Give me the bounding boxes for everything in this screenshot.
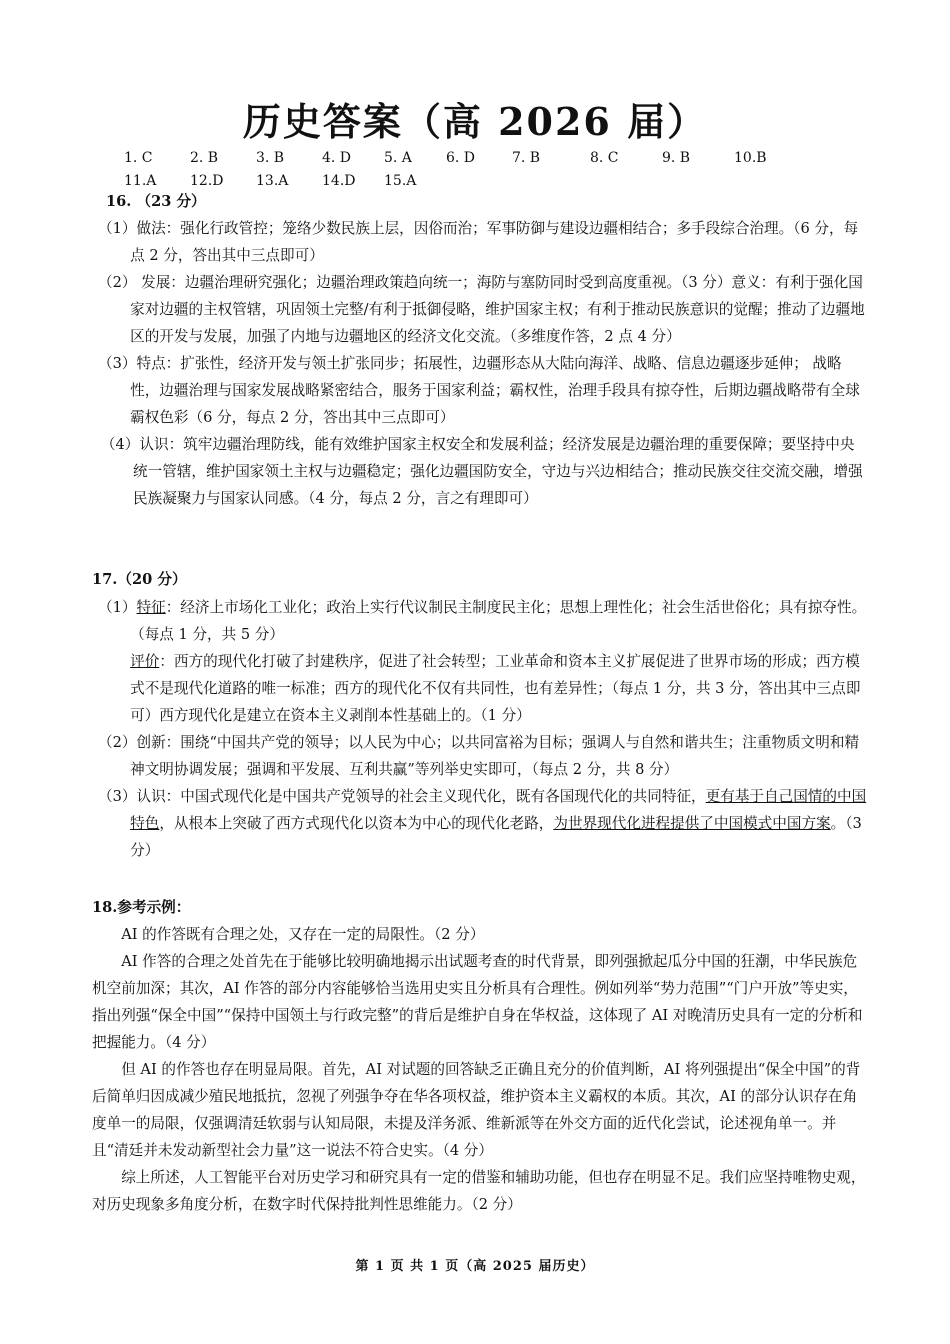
question-16-section — [96, 188, 866, 215]
q18-para2: AI 作答的合理之处首先在于能够比较明确地揭示出试题考查的时代背景，即列强掀起瓜分中国的狂潮，中华民族危机空前加深；其次，AI 作答的部分内容能够恰当选用史实且分析具有合理性。例如列举“势力范围”“门户开放”等史实，指出列强“保全中国”“保持中国领土与行政完整”的背后是维护自身在华权益，这体现了 AI 对晚清历史具有一定的分析和把握能力。（4 分） — [92, 953, 863, 1051]
q17-part3 — [98, 783, 868, 864]
q16-part3: （3）特点：扩张性，经济开发与领土扩张同步；拓展性，边疆形态从大陆向海洋、战略、信息边疆逐步延伸； 战略性，边疆治理与国家发展战略紧密结合，服务于国家利益；霸权性，治理手段具有掠夺性，后期边疆战略带有全球霸权色彩（6 分，每点 2 分，答出其中三点即可） — [98, 355, 860, 426]
mc-answer: 7. B — [512, 150, 541, 166]
mc-answers-row-1 — [124, 148, 784, 168]
q17-feature-label: 特征 — [136, 599, 166, 616]
mc-answer: 4. D — [322, 150, 352, 166]
mc-answer: 11.A — [124, 173, 157, 189]
q17-eval-label: 评价 — [130, 653, 160, 670]
q16-part2: （2） 发展：边疆治理研究强化；边疆治理政策趋向统一；海防与塞防同时受到高度重视。（3 分）意义：有利于强化国家对边疆的主权管辖，巩固领土完整/有利于抵御侵略，维护国家主权；有利于推动民族意识的觉醒；推动了边疆地区的开发与发展，加强了内地与边疆地区的经济文化交流。（多维度作答，2 点 4 分） — [98, 274, 865, 345]
q17-part3-c: ，从根本上突破了西方式现代化以资本为中心的现代化老路， — [159, 815, 554, 832]
mc-answer: 10.B — [734, 150, 767, 166]
question-18-section — [92, 894, 868, 921]
question-16-body — [98, 215, 868, 512]
q17-feature-text: ：经济上市场化工业化；政治上实行代议制民主制度民主化；思想上理性化；社会生活世俗化；具有掠夺性。（每点 1 分，共 5 分） — [130, 599, 867, 643]
mc-answer: 13.A — [256, 173, 289, 189]
question-16-heading: 16. （23 分） — [106, 193, 206, 210]
q17-part3-d: 为世界现代化进程提供了中国模式中国方案 — [553, 815, 831, 832]
mc-answer: 15.A — [384, 173, 417, 189]
q17-part1 — [98, 594, 868, 648]
mc-answer: 12.D — [190, 173, 224, 189]
question-18-heading: 18.参考示例： — [92, 899, 191, 916]
mc-answer: 14.D — [322, 173, 356, 189]
question-17-section — [92, 566, 868, 593]
q18-para3: 但 AI 的作答也存在明显局限。首先，AI 对试题的回答缺乏正确且充分的价值判断，AI 将列强提出“保全中国”的背后简单归因成减少殖民地抵抗，忽视了列强争夺在华各项权益，维护资本主义霸权的本质。其次，AI 的部分认识存在角度单一的局限，仅强调清廷软弱与认知局限，未提及洋务派、维新派等在外交方面的近代化尝试，论述视角单一。并且“清廷并未发动新型社会力量”这一说法不符合史实。（4 分） — [92, 1061, 861, 1159]
q17-part2: （2）创新：围绕“中国共产党的领导；以人民为中心；以共同富裕为目标；强调人与自然和谐共生；注重物质文明和精神文明协调发展；强调和平发展、互利共赢”等列举史实即可，（每点 2 分，共 8 分） — [98, 734, 860, 778]
q17-part3-e: 。（3 分） — [130, 815, 862, 859]
question-17-heading: 17.（20 分） — [92, 571, 187, 588]
q18-para1: AI 的作答既有合理之处，又存在一定的局限性。（2 分） — [121, 926, 485, 943]
page-footer: 第 1 页 共 1 页（高 2025 届历史） — [355, 1259, 595, 1274]
q17-part3-b: 更有基于自己国情的中国特色 — [130, 788, 867, 832]
q16-part1: （1）做法：强化行政管控；笼络少数民族上层，因俗而治；军事防御与建设边疆相结合；多手段综合治理。（6 分，每点 2 分，答出其中三点即可） — [98, 220, 859, 264]
mc-answer: 8. C — [590, 150, 619, 166]
q17-part1-prefix: （1） — [98, 599, 137, 616]
q17-part3-a: （3）认识：中国式现代化是中国共产党领导的社会主义现代化，既有各国现代化的共同特征， — [98, 788, 706, 805]
q18-para4: 综上所述，人工智能平台对历史学习和研究具有一定的借鉴和辅助功能，但也存在明显不足。我们应坚持唯物史观，对历史现象多角度分析，在数字时代保持批判性思维能力。（2 分） — [92, 1169, 866, 1213]
mc-answer: 3. B — [256, 150, 285, 166]
mc-answer: 5. A — [384, 150, 412, 166]
mc-answer: 2. B — [190, 150, 219, 166]
page-title: 历史答案（高 2026 届） — [242, 99, 708, 144]
question-17-body — [98, 594, 868, 864]
mc-answer: 1. C — [124, 150, 153, 166]
mc-answer: 9. B — [662, 150, 691, 166]
q17-eval-text: ：西方的现代化打破了封建秩序，促进了社会转型；工业革命和资本主义扩展促进了世界市场的形成；西方模式不是现代化道路的唯一标准；西方的现代化不仅有共同性，也有差异性；（每点 1 分，共 3 分，答出其中三点即可）西方现代化是建立在资本主义剥削本性基础上的。（1 分） — [130, 653, 861, 724]
q17-part1-eval — [98, 648, 868, 729]
mc-answer: 6. D — [446, 150, 476, 166]
q16-part4: （4）认识：筑牢边疆治理防线，能有效维护国家主权安全和发展利益；经济发展是边疆治理的重要保障；要坚持中央统一管辖，维护国家领土主权与边疆稳定；强化边疆国防安全，守边与兴边相结合；推动民族交往交流交融，增强民族凝聚力与国家认同感。（4 分，每点 2 分，言之有理即可） — [100, 436, 863, 507]
question-18-body — [92, 921, 868, 1218]
